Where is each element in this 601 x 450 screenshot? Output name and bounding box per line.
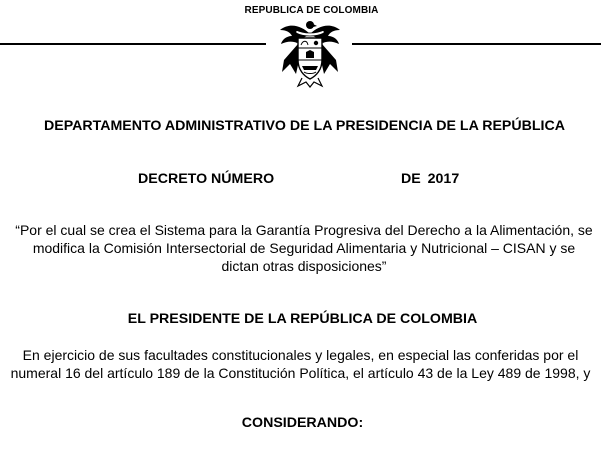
considerando-heading: CONSIDERANDO: xyxy=(241,415,364,431)
republic-header: REPUBLICA DE COLOMBIA xyxy=(244,5,379,16)
decree-year-label: DE 2017 xyxy=(401,171,460,187)
president-heading: EL PRESIDENTE DE LA REPÚBLICA DE COLOMBIA xyxy=(127,311,478,327)
decree-number-label: DECRETO NÚMERO xyxy=(138,171,275,187)
header-rule-right xyxy=(352,43,601,45)
department-heading: DEPARTAMENTO ADMINISTRATIVO DE LA PRESIDENCIA DE LA REPÚBLICA xyxy=(43,118,565,134)
coat-of-arms-icon xyxy=(276,16,344,88)
decree-number-row xyxy=(0,171,601,191)
decree-title: “Por el cual se crea el Sistema para la Garantía Progresiva del Derecho a la Alimentación, se modifica la Comisión Intersectorial de Seguridad Alimentaria y Nutricional – CISAN y se dictan otras disposiciones” xyxy=(15,222,593,274)
preamble-paragraph: En ejercicio de sus facultades constitucionales y legales, en especial las conferidas por el numeral 16 del artículo 189 de la Constitución Política, el artículo 43 de la Ley 489 de 1998, y xyxy=(10,347,591,381)
header-rule-left xyxy=(0,43,266,45)
